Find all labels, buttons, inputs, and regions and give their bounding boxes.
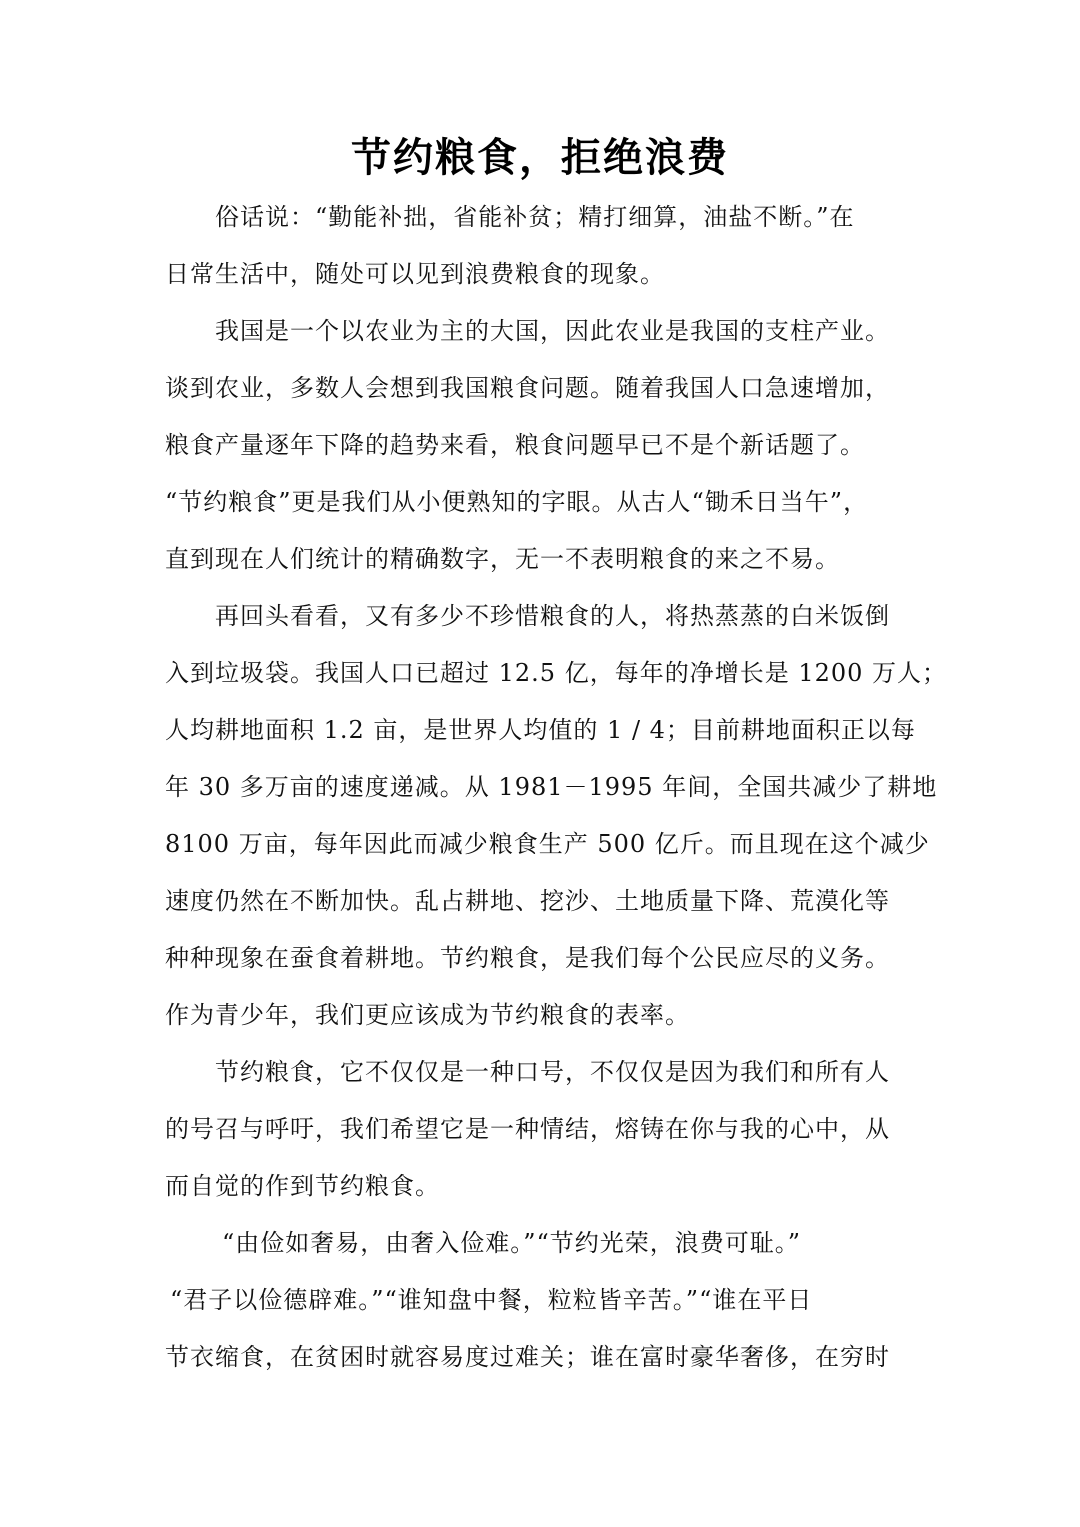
document-title: 节约粮食，拒绝浪费: [351, 135, 729, 181]
paragraph-line: 的号召与呼吁，我们希望它是一种情结，熔铸在你与我的心中，从: [165, 1115, 890, 1143]
paragraph-line: “君子以俭德辟难。”“谁知盘中餐，粒粒皆辛苦。”“谁在平日: [170, 1286, 813, 1314]
paragraph-line: 人均耕地面积 1.2 亩，是世界人均值的 1 / 4；目前耕地面积正以每: [165, 716, 916, 744]
paragraph-line: 作为青少年，我们更应该成为节约粮食的表率。: [165, 1001, 690, 1029]
paragraph-line: 入到垃圾袋。我国人口已超过 12.5 亿，每年的净增长是 1200 万人；: [165, 659, 948, 687]
paragraph-line: 速度仍然在不断加快。乱占耕地、挖沙、土地质量下降、荒漠化等: [165, 887, 890, 915]
paragraph-line: 俗话说：“勤能补拙，省能补贫；精打细算，油盐不断。”在: [215, 203, 855, 231]
paragraph-line: 而自觉的作到节约粮食。: [165, 1172, 440, 1200]
paragraph-line: 节约粮食，它不仅仅是一种口号，不仅仅是因为我们和所有人: [215, 1058, 890, 1086]
paragraph-line: 我国是一个以农业为主的大国，因此农业是我国的支柱产业。: [215, 317, 890, 345]
paragraph-line: “由俭如奢易，由奢入俭难。”“节约光荣，浪费可耻。”: [222, 1229, 802, 1257]
paragraph-line: 种种现象在蚕食着耕地。节约粮食，是我们每个公民应尽的义务。: [165, 944, 890, 972]
paragraph-line: 8100 万亩，每年因此而减少粮食生产 500 亿斤。而且现在这个减少: [165, 830, 930, 858]
paragraph-line: 节衣缩食，在贫困时就容易度过难关；谁在富时豪华奢侈，在穷时: [165, 1343, 890, 1371]
paragraph-line: 谈到农业，多数人会想到我国粮食问题。随着我国人口急速增加，: [165, 374, 890, 402]
paragraph-line: 再回头看看，又有多少不珍惜粮食的人，将热蒸蒸的白米饭倒: [215, 602, 890, 630]
paragraph-line: 粮食产量逐年下降的趋势来看，粮食问题早已不是个新话题了。: [165, 431, 865, 459]
paragraph-line: 日常生活中，随处可以见到浪费粮食的现象。: [165, 260, 665, 288]
paragraph-line: “节约粮食”更是我们从小便熟知的字眼。从古人“锄禾日当午”，: [165, 488, 869, 516]
paragraph-line: 年 30 多万亩的速度递减。从 1981－1995 年间，全国共减少了耕地: [165, 773, 938, 801]
paragraph-line: 直到现在人们统计的精确数字，无一不表明粮食的来之不易。: [165, 545, 840, 573]
